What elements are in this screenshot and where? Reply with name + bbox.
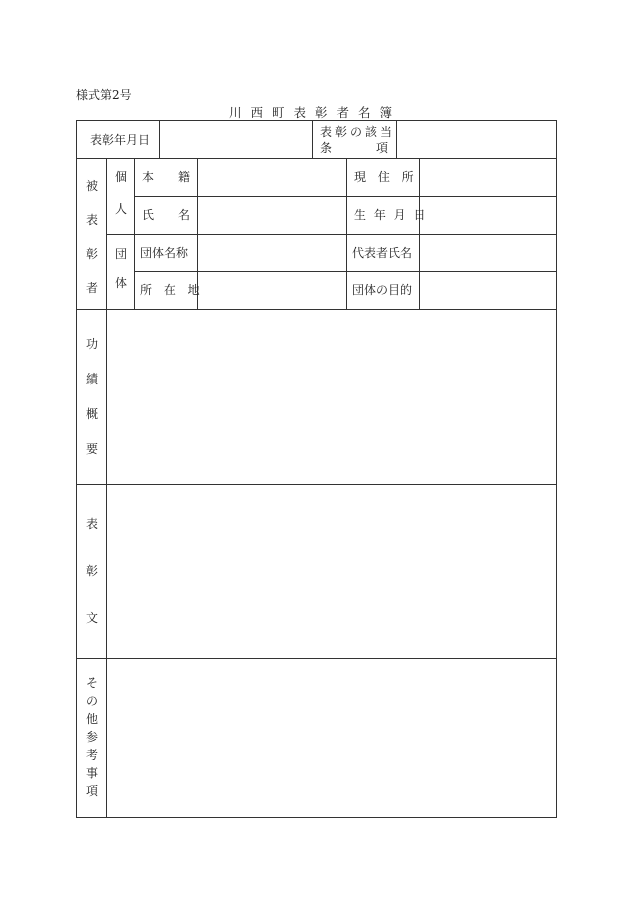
clause-label: 表彰の該当 xyxy=(320,125,396,139)
vertical-label-char: 績 xyxy=(85,372,98,386)
clause-article-label: 条 xyxy=(320,141,333,155)
page-title: 川西町表彰者名簿 xyxy=(228,105,401,120)
individual-label xyxy=(113,171,129,215)
table-border-bottom xyxy=(76,817,557,818)
vertical-label-char: 参 xyxy=(85,730,98,744)
other-notes-label xyxy=(84,677,100,797)
location-label: 所 在 地 xyxy=(140,283,204,297)
registered-domicile-label: 本 籍 xyxy=(142,170,190,184)
citation-field[interactable] xyxy=(107,485,555,657)
achievements-label xyxy=(84,338,100,455)
clause-field[interactable] xyxy=(397,121,555,157)
representative-label: 代表者氏名 xyxy=(352,246,413,260)
birth-date-label: 生 年 月 日 xyxy=(354,208,428,222)
vertical-label-char: 概 xyxy=(85,407,98,421)
vertical-label-char: 要 xyxy=(85,442,98,456)
vertical-label-char: 被 xyxy=(85,179,98,193)
vertical-label-char: 者 xyxy=(85,281,98,295)
vertical-label-char: 表 xyxy=(85,517,98,531)
birth-date-field[interactable] xyxy=(420,197,555,233)
award-date-label: 表彰年月日 xyxy=(90,133,151,147)
vertical-label-char: 考 xyxy=(85,748,98,762)
vertical-label-char: 彰 xyxy=(85,247,98,261)
vertical-label-char: 事 xyxy=(85,766,98,780)
org-name-label: 団体名称 xyxy=(140,246,189,260)
vertical-label-char: の xyxy=(85,694,98,708)
name-field[interactable] xyxy=(198,197,345,233)
vertical-label-char: 他 xyxy=(85,712,98,726)
divider xyxy=(312,120,313,158)
other-notes-field[interactable] xyxy=(107,659,555,816)
divider xyxy=(134,158,135,309)
clause-sub-label xyxy=(320,142,388,154)
vertical-label-char: そ xyxy=(85,676,98,690)
organization-label xyxy=(113,248,129,289)
divider xyxy=(346,158,347,309)
vertical-label-char: 功 xyxy=(85,337,98,351)
current-address-label: 現 住 所 xyxy=(354,170,418,184)
current-address-field[interactable] xyxy=(420,159,555,195)
org-purpose-label: 団体の目的 xyxy=(352,283,413,297)
citation-label xyxy=(84,518,100,624)
vertical-label-char: 体 xyxy=(114,276,127,290)
vertical-label-char: 人 xyxy=(114,202,127,216)
vertical-label-char: 項 xyxy=(85,784,98,798)
vertical-label-char: 文 xyxy=(85,611,98,625)
achievements-field[interactable] xyxy=(107,310,555,483)
clause-item-label: 項 xyxy=(375,141,388,155)
vertical-label-char: 表 xyxy=(85,213,98,227)
vertical-label-char: 団 xyxy=(114,247,127,261)
honoree-label xyxy=(84,180,100,294)
vertical-label-char: 個 xyxy=(114,170,127,184)
org-purpose-field[interactable] xyxy=(420,272,555,308)
org-name-field[interactable] xyxy=(198,235,345,270)
registered-domicile-field[interactable] xyxy=(198,159,345,195)
vertical-label-char: 彰 xyxy=(85,564,98,578)
location-field[interactable] xyxy=(198,272,345,308)
award-date-field[interactable] xyxy=(160,121,311,157)
table-border-right xyxy=(556,120,557,818)
table-border-left xyxy=(76,120,77,818)
representative-field[interactable] xyxy=(420,235,555,270)
form-number: 様式第2号 xyxy=(76,88,132,102)
name-label: 氏 名 xyxy=(142,208,190,222)
